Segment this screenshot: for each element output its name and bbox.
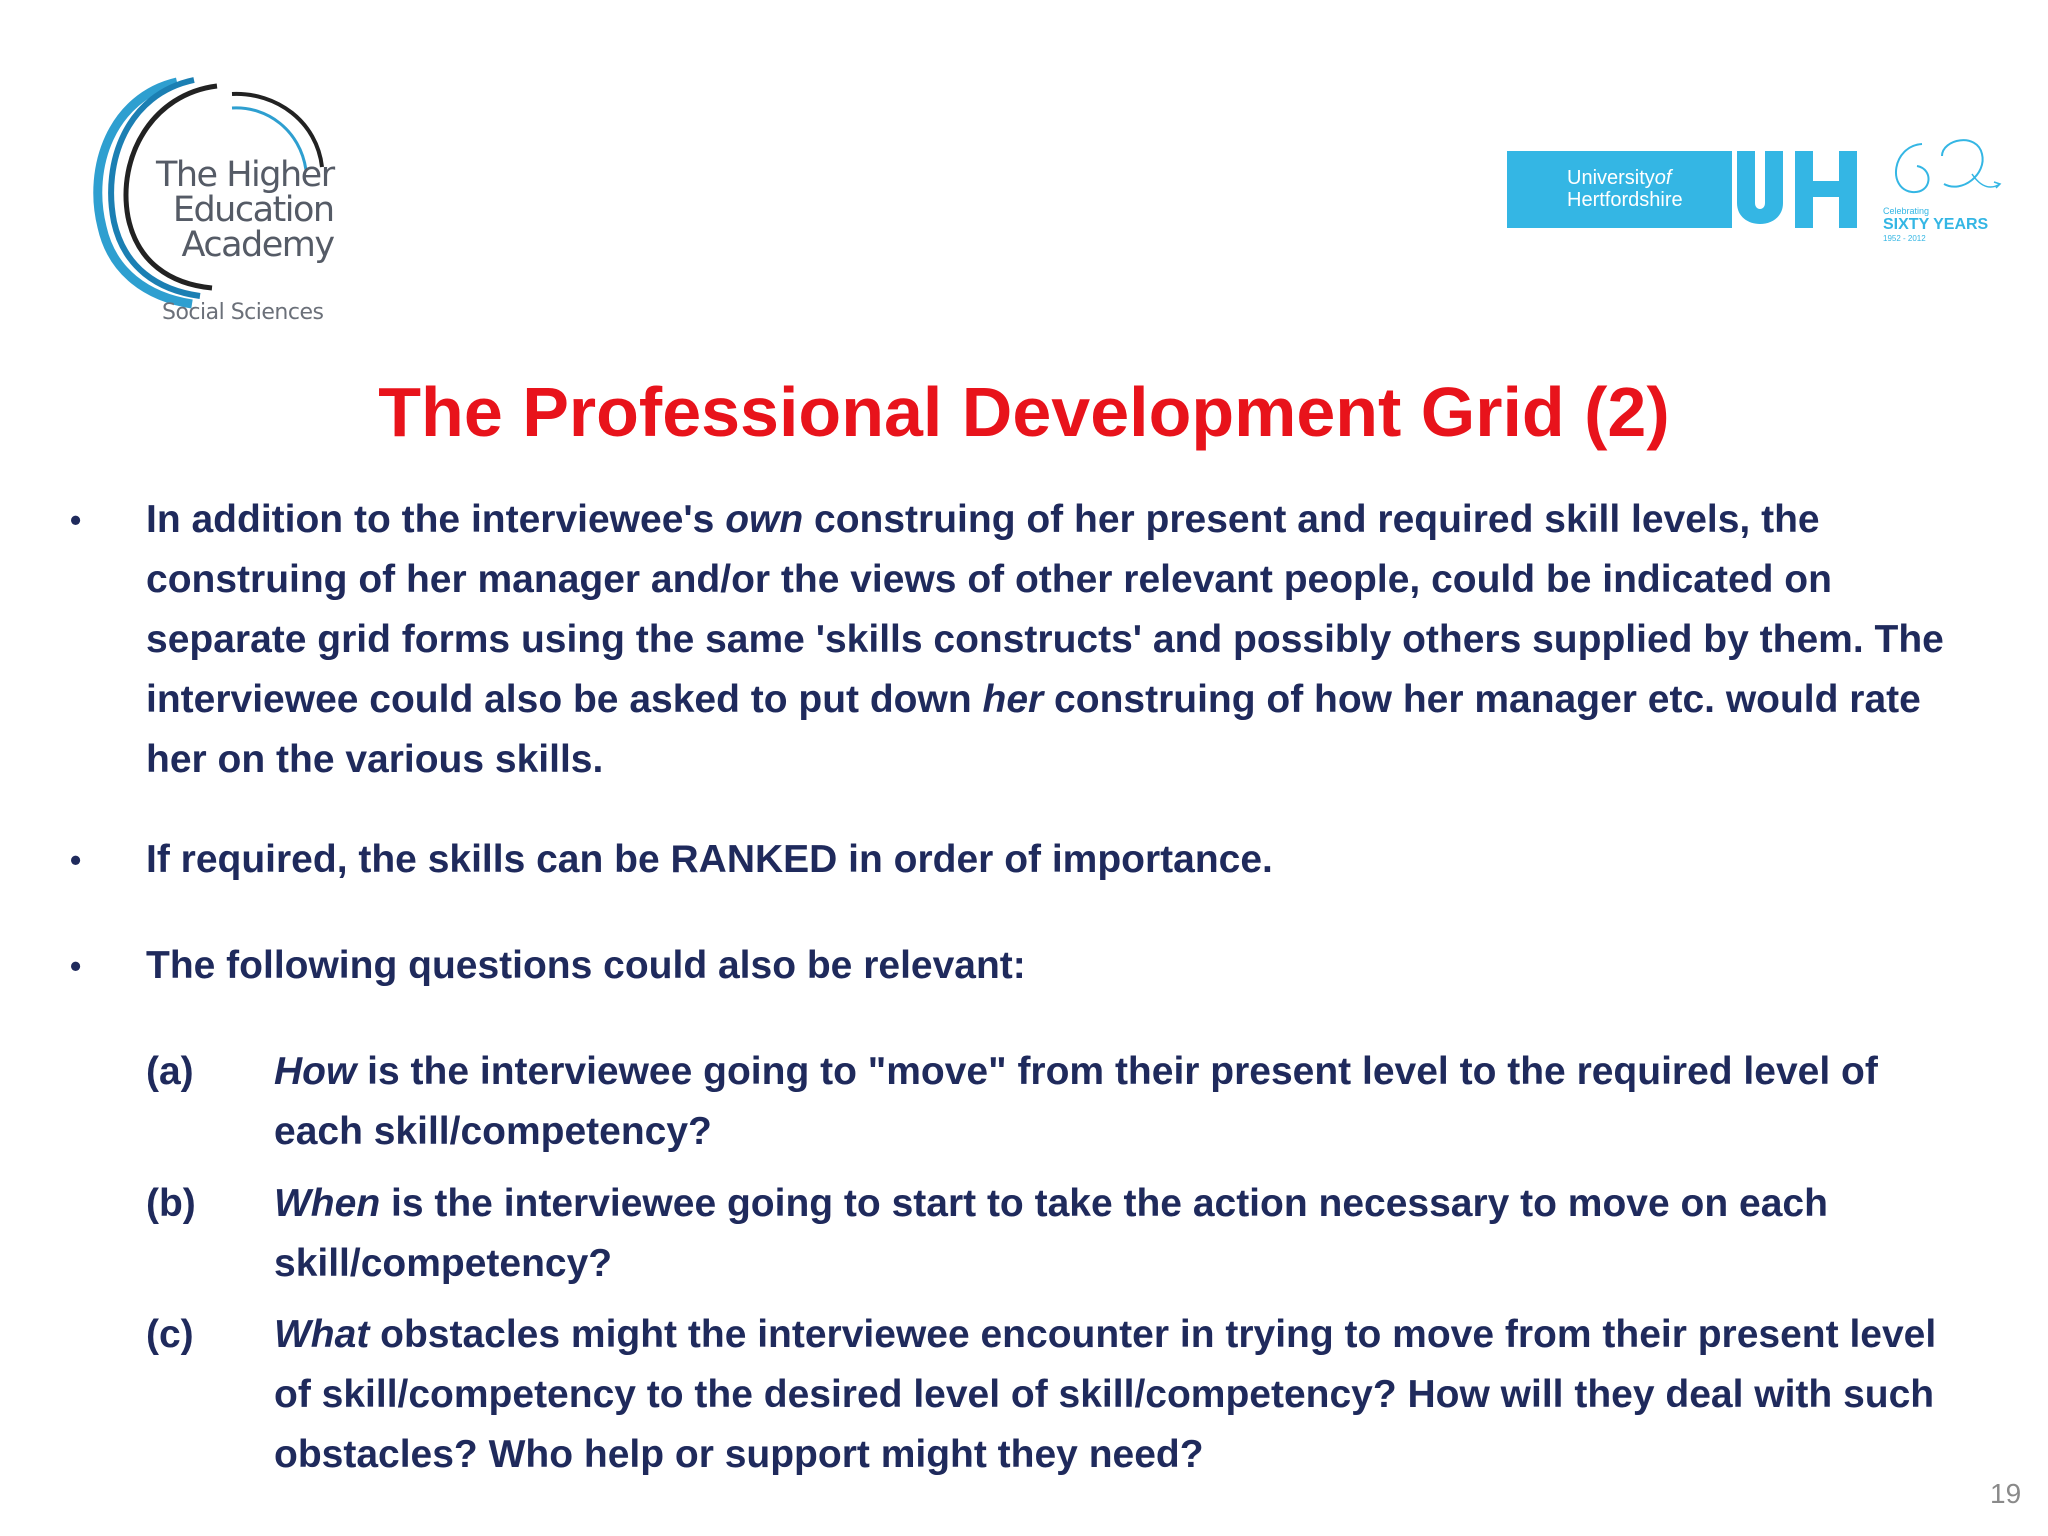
uh-name-of: of — [1654, 167, 1672, 189]
question-c-line-3: obstacles? Who help or support might they need? — [274, 1433, 1204, 1476]
question-b-line-2: skill/competency? — [274, 1242, 613, 1285]
question-a-line-1: How is the interviewee going to "move" from their present level to the required level of — [274, 1050, 1878, 1093]
uh-logo-name — [1567, 167, 1683, 211]
bullet-marker-3: • — [70, 948, 82, 984]
question-b-line-1: When is the interviewee going to start to take the action necessary to move on each — [274, 1182, 1828, 1225]
bullet-2-line-1: If required, the skills can be RANKED in order of importance. — [146, 838, 1273, 881]
bullet-1-line-5: her on the various skills. — [146, 738, 604, 781]
question-c-line-2: of skill/competency to the desired level of skill/competency? How will they deal with such — [274, 1373, 1935, 1416]
bullet-1-line-4: interviewee could also be asked to put down her construing of how her manager etc. would rate — [146, 678, 1921, 721]
question-text-b — [274, 1174, 2004, 1294]
question-label-a: (a) — [146, 1050, 194, 1093]
uh-letters-graphic — [1727, 151, 1869, 228]
hea-line-3: Academy — [181, 225, 334, 265]
bullet-1-line-2: construing of her manager and/or the views of other relevant people, could be indicated on — [146, 558, 1832, 601]
question-c-line-1: What obstacles might the interviewee encounter in trying to move from their present level — [274, 1313, 1937, 1356]
question-label-b: (b) — [146, 1182, 196, 1225]
bullet-marker-2: • — [70, 842, 82, 878]
bullet-1-line-1: In addition to the interviewee's own construing of her present and required skill levels, the — [146, 498, 1820, 541]
hea-logo-subtitle: Social Sciences — [162, 300, 324, 325]
hea-logo-wordmark — [156, 155, 334, 265]
question-text-a — [274, 1042, 2004, 1162]
bullet-paragraph-1 — [146, 490, 1976, 790]
question-a-line-2: each skill/competency? — [274, 1110, 712, 1153]
bullet-paragraph-3 — [146, 936, 1976, 996]
bullet-paragraph-2 — [146, 830, 1976, 890]
question-label-c: (c) — [146, 1313, 194, 1356]
sixty-dates-text: 1952 - 2012 — [1883, 234, 1926, 243]
sixty-years-text: SIXTY YEARS — [1883, 216, 1989, 233]
uh-name-university: University — [1567, 167, 1655, 189]
uh-name-hertfordshire: Hertfordshire — [1567, 189, 1683, 211]
hea-logo — [82, 72, 332, 332]
hea-line-1: The Higher — [156, 155, 334, 195]
page-number: 19 — [1990, 1478, 2022, 1509]
slide-title: The Professional Development Grid (2) — [378, 373, 1670, 451]
bullet-1-line-3: separate grid forms using the same 'skills constructs' and possibly others supplied by them. The — [146, 618, 1944, 661]
hea-line-2: Education — [172, 190, 334, 230]
bullet-3-line-1: The following questions could also be relevant: — [146, 944, 1026, 987]
question-text-c — [274, 1305, 2004, 1485]
uh-logo — [1507, 134, 2007, 244]
sixty-celebrating-text: Celebrating — [1883, 206, 1930, 216]
bullet-marker-1: • — [70, 502, 82, 538]
